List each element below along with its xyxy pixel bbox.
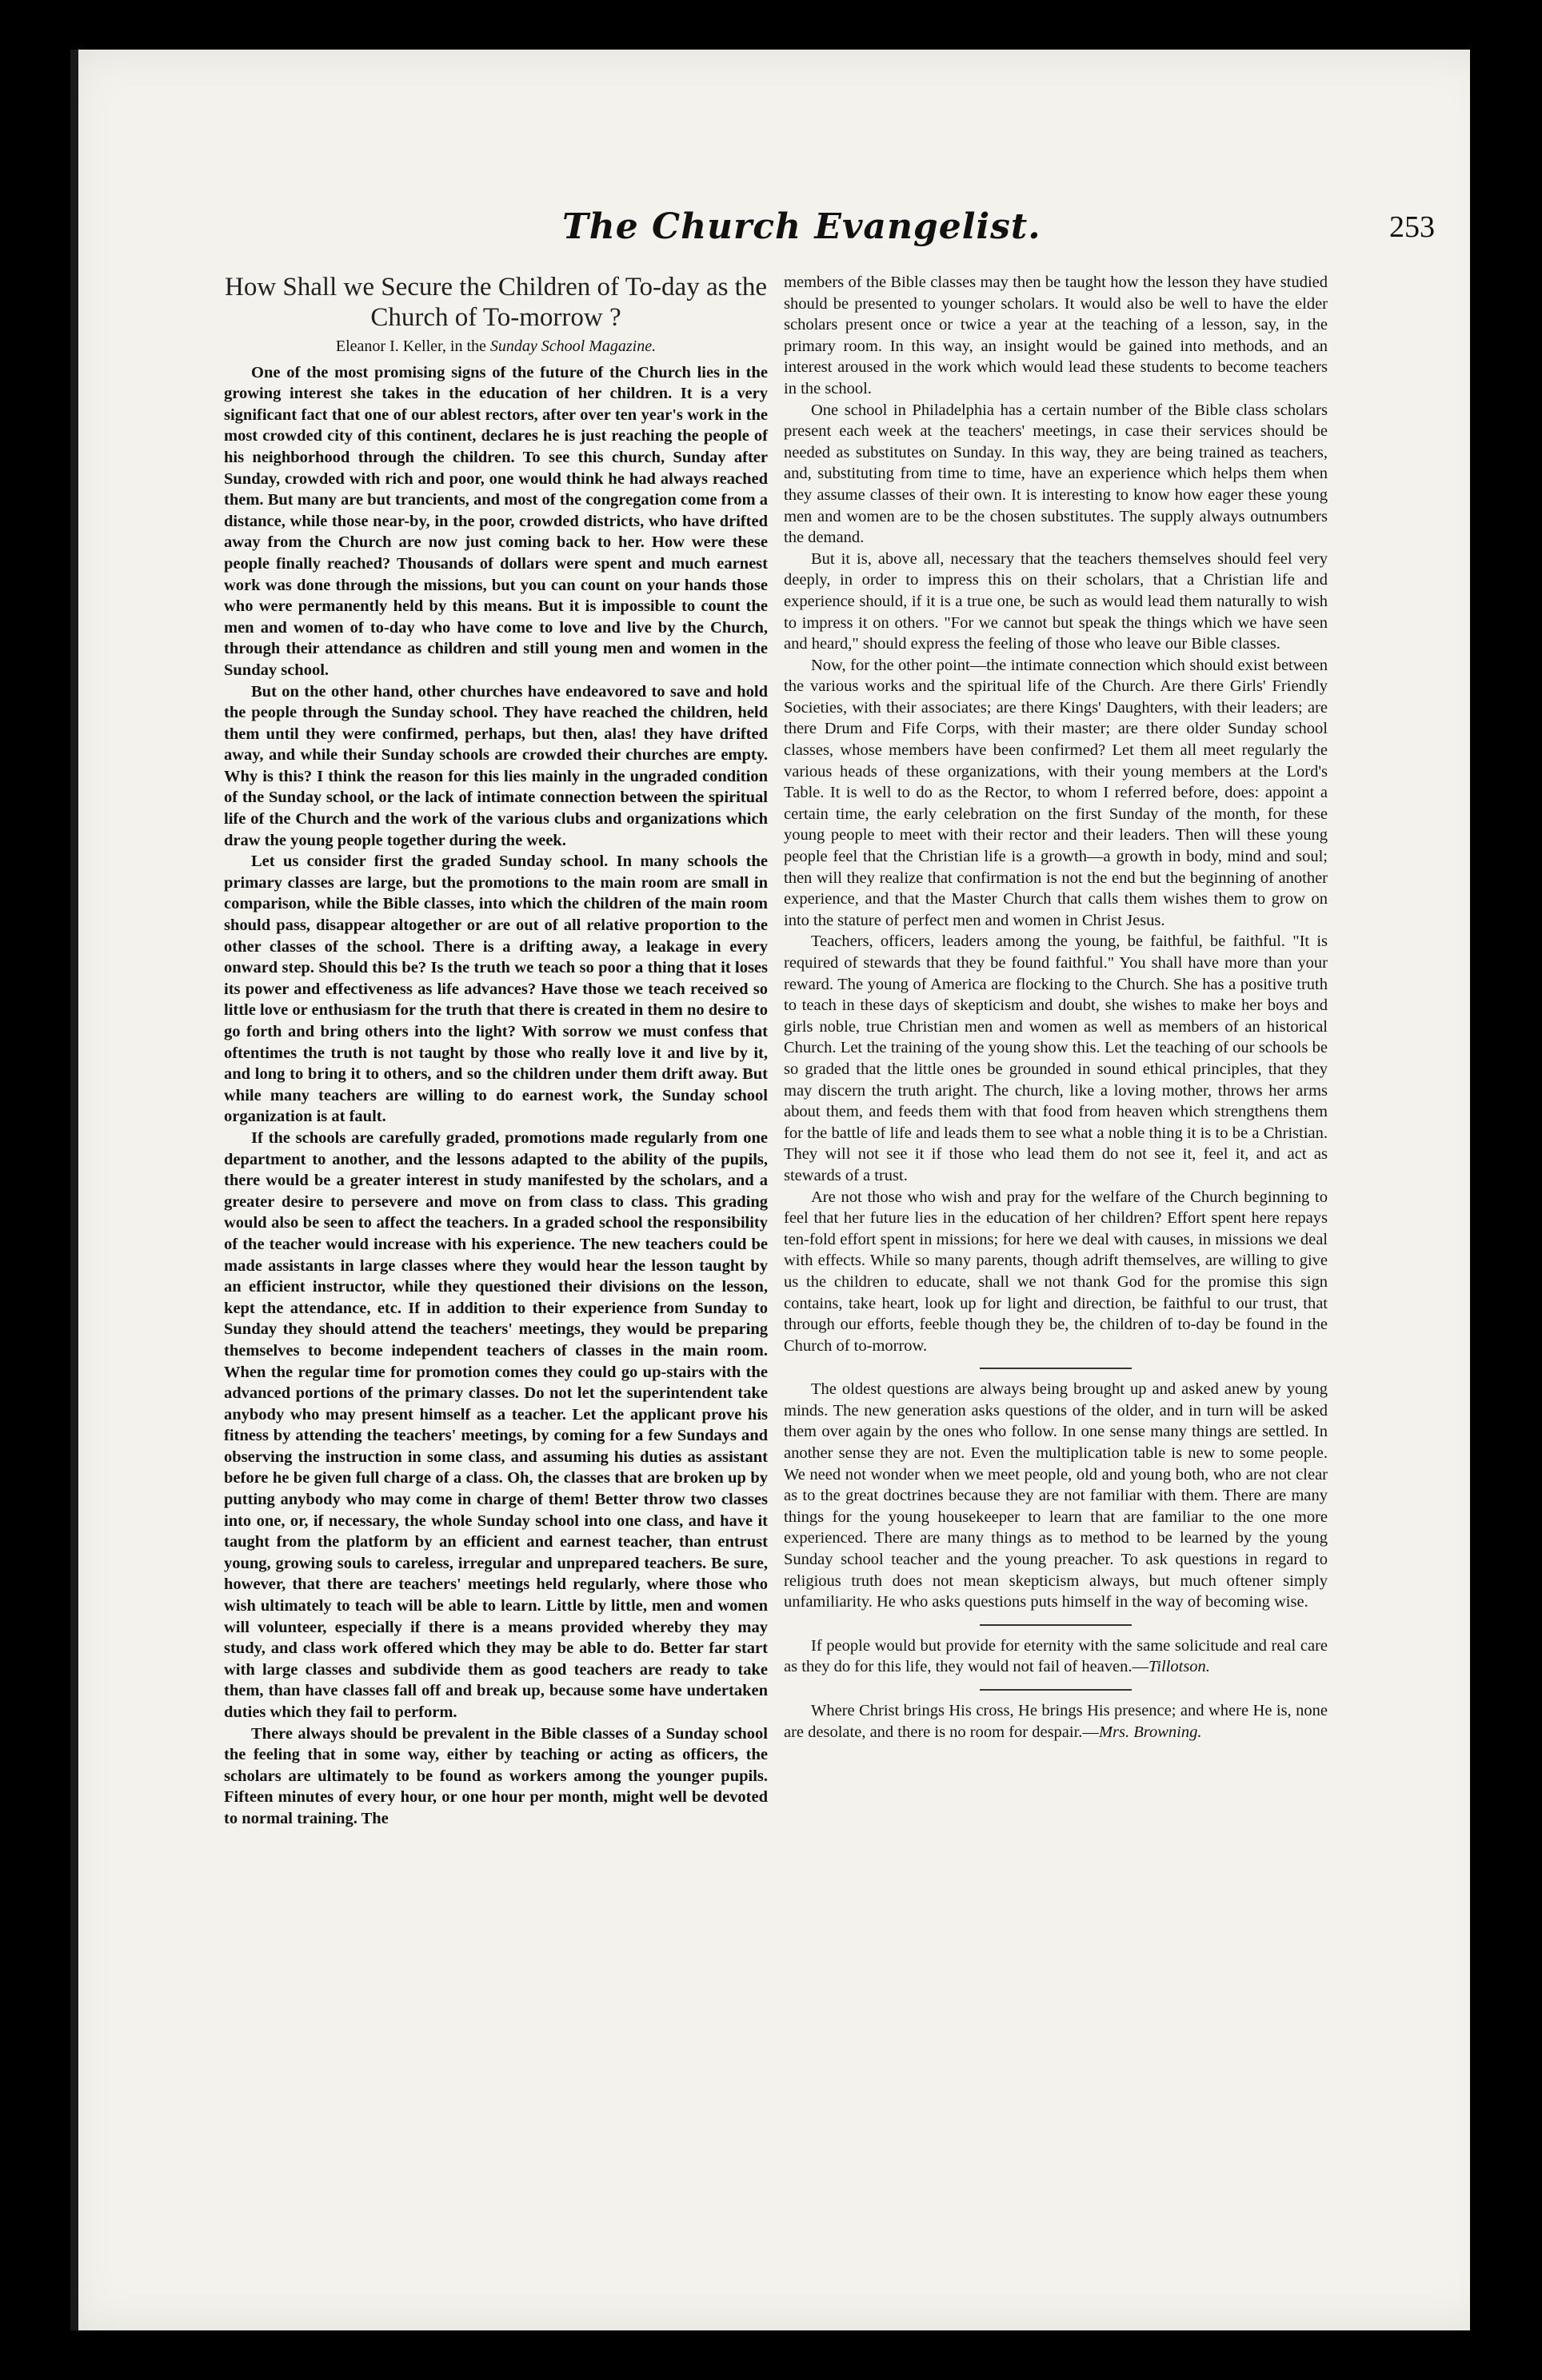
scan-margin: [1470, 0, 1542, 2380]
paragraph: Teachers, officers, leaders among the young, be faithful, be faithful. "It is required of stewards that they be found faithful." You shall have more than your reward. The young of America are flocking to the Church. She has a positive truth to teach in these days of skepticism and doubt, she wishes to make her boys and girls noble, true Christian men and women as well as members of an historical Church. Let the training of the young show this. Let the teaching of our schools be so graded that the little ones be grounded in sound ethical principles, that they may discern the truth aright. The church, like a loving mother, throws her arms about them, and feeds them with that food from heaven which strengthens them for the battle of life and leads them to see what a noble thing it is to be a Christian. They will not see it if those who lead them do not see it, feel it, and act as stewards of a trust.: [784, 932, 1328, 1184]
paragraph: members of the Bible classes may then be taught how the lesson they have studied should be presented to younger scholars. It would also be well to have the elder scholars present once or twice a year at the teaching of a lesson, say, in the primary room. In this way, an insight would be gained into methods, and an interest aroused in the work which would lead these students to become teachers in the school.: [784, 274, 1328, 397]
divider-rule: [980, 1689, 1132, 1691]
quote-text: If people would but provide for eternity with the same solicitude and real care as they do for this life, they would not fail of heaven.—: [784, 1636, 1328, 1676]
article-body-left: [224, 362, 768, 1830]
binding-edge: [70, 50, 78, 2330]
quote-attribution: Tillotson.: [1149, 1658, 1210, 1676]
left-column: [224, 272, 768, 1830]
paragraph: Let us consider first the graded Sunday school. In many schools the primary classes are large, but the promotions to the main room are small in comparison, while the Bible classes, into which the children of the main room should pass, disappear altogether or are out of all relative proportion to the other classes of the school. There is a drifting away, a leakage in every onward step. Should this be? Is the truth we teach so poor a thing that it loses its power and effectiveness as life advances? Have those we teach received so little love or enthusiasm for the truth that there is created in them no desire to go forth and bring others into the light? With sorrow we must confess that oftentimes the truth is not taught by those who really love it and live by it, and long to bring it to others, and so the children under them drift away. But while many teachers are willing to do earnest work, the Sunday school organization is at fault.: [224, 853, 768, 1126]
page-number: 253: [1389, 210, 1435, 244]
byline-prefix: in the: [449, 337, 486, 355]
paragraph: But on the other hand, other churches have endeavored to save and hold the people through the Sunday school. They have reached the children, held them until they were confirmed, perhaps, but then, alas! they have drifted away, and while their Sunday schools are crowded their churches are empty. Why is this? I think the reason for this lies mainly in the ungraded condition of the Sunday school, or the lack of intimate connection between the spiritual life of the Church and the work of the various clubs and organizations which draw the young people together during the week.: [224, 682, 768, 849]
paragraph: Now, for the other point—the intimate connection which should exist between the various works and the spiritual life of the Church. Are there Girls' Friendly Societies, with their associates; are there Kings' Daughters, with their leaders; are there Drum and Fife Corps, with their master; are there older Sunday school classes, whose members have been confirmed? Let them all meet regularly the various heads of these organizations, with their young members at the Lord's Table. It is well to do as the Rector, to whom I referred before, does: appoint a certain time, the early celebration on the first Sunday of the month, for these young people to meet with their rector and their leaders. Then will these young people feel that the Christian life is a growth—a growth in body, mind and soul; then will they realize that confirmation is not the end but the beginning of another experience, and that the Master Church that calls them wishes them to grow on into the stature of perfect men and women in Christ Jesus.: [784, 656, 1328, 929]
byline: [224, 336, 768, 357]
paragraph: The oldest questions are always being brought up and asked anew by young minds. The new generation asks questions of the older, and in turn will be asked them over again by the ones who follow. In one sense many things are settled. In another sense they are not. Even the multiplication table is new to some people. We need not wonder when we meet people, old and young both, who are not clear as to the great doctrines because they are not familiar with them. There are many things for the young housekeeper to learn that are familiar to the one more experienced. There are many things as to method to be learned by the young Sunday school teacher and the young preacher. To ask questions in regard to religious truth does not mean skepticism always, but much oftener simply unfamiliarity. He who asks questions puts himself in the way of becoming wise.: [784, 1380, 1328, 1611]
filler-browning: [784, 1700, 1328, 1743]
byline-author: Eleanor I. Keller,: [335, 337, 446, 355]
quote-text: Where Christ brings His cross, He brings His presence; and where He is, none are desolate, and there is no room for despair.—: [784, 1702, 1328, 1741]
paragraph: Are not those who wish and pray for the welfare of the Church beginning to feel that her future lies in the education of her children? Effort spent here repays ten-fold effort spent in missions; for here we deal with causes, in missions we deal with effects. While so many parents, though adrift themselves, are willing to give us the children to educate, shall we not thank God for the promise this sign contains, take heart, look up for light and direction, be faithful to our trust, that through our efforts, feeble though they be, the children of to-day be found in the Church of to-morrow.: [784, 1188, 1328, 1355]
divider-rule: [980, 1368, 1132, 1369]
paragraph: There always should be prevalent in the Bible classes of a Sunday school the feeling that in some way, either by teaching or acting as officers, the scholars are ultimately to be found as workers among the younger pupils. Fifteen minutes of every hour, or one hour per month, might well be devoted to normal training. The: [224, 1724, 768, 1827]
article-title: How Shall we Secure the Children of To-day as the Church of To-morrow ?: [225, 273, 767, 332]
paragraph: But it is, above all, necessary that the teachers themselves should feel very deeply, in order to impress this on their scholars, that a Christian life and experience should, if it is a true one, be such as would lead them naturally to wish to impress it on others. "For we cannot but speak the things which we have seen and heard," should express the feeling of those who leave our Bible classes.: [784, 549, 1328, 653]
article-body-right: [784, 272, 1328, 1356]
paragraph: If the schools are carefully graded, promotions made regularly from one department to another, and the lessons adapted to the ability of the pupils, there would be a greater interest in study manifested by the scholars, and a greater desire to persevere and move on from class to class. This grading would also be seen to affect the teachers. In a graded school the responsibility of the teacher would increase with his experience. The new teachers could be made assistants in large classes where they would hear the lesson taught by an efficient instructor, while they questioned their divisions on the lesson, kept the attendance, etc. If in addition to their experience from Sunday to Sunday they should attend the teachers' meetings, they would be preparing themselves to become independent teachers of classes in the main room. When the regular time for promotion comes they could go up-stairs with the advanced portions of the primary classes. Do not let the superintendent take anybody who may present himself as a teacher. Let the applicant prove his fitness by attending the teachers' meetings, by coming for a few Sundays and observing the instruction in some class, and assuming his duties as assistant before he be given full charge of a class. Oh, the classes that are broken up by putting anybody who may come in charge of them! Better throw two classes into one, or, if necessary, the whole Sunday school into one class, and have it taught from the platform by an efficient and earnest teacher, than entrust young, growing souls to careless, irregular and unprepared teachers. Be sure, however, that there are teachers' meetings held regularly, where those who wish ultimately to teach will be able to learn. Little by little, men and women will volunteer, especially if there is a means provided whereby they may study, and class work offered which they may be able to do. Better far start with large classes and subdivide them as good teachers are ready to take them, than have classes fall off and break up, because some have undertaken duties which they fail to perform.: [224, 1128, 768, 1721]
page-header: [70, 200, 1492, 256]
right-column: [784, 272, 1328, 1743]
paragraph: One school in Philadelphia has a certain number of the Bible class scholars present each week at the teachers' meetings, in case their services should be needed as substitutes on Sunday. In this way, they are being trained as teachers, and, substituting from time to time, have an experience which helps them when they assume classes of their own. It is interesting to know how eager these young men and women are to be the chosen substitutes. The supply always outnumbers the demand.: [784, 401, 1328, 547]
byline-source: Sunday School Magazine.: [489, 337, 657, 355]
paragraph: One of the most promising signs of the future of the Church lies in the growing interest she takes in the education of her children. It is a very significant fact that one of our ablest rectors, after over ten year's work in the most crowded city of this continent, declares he is just reaching the people of his neighborhood through the children. To see this church, Sunday after Sunday, crowded with rich and poor, one would think he had always reached them. But many are but trancients, and most of the congregation come from a distance, while those near-by, in the poor, crowded districts, who have drifted away from the Church are now just coming back to her. How were these people finally reached? Thousands of dollars were spent and much earnest work was done through the missions, but you can count on your hands those who were permanently held by this means. But it is impossible to count the men and women of to-day who have come to love and live by the Church, through their attendance as children and still young men and women in the Sunday school.: [224, 363, 768, 679]
filler-tillotson: [784, 1635, 1328, 1678]
filler-oldest-questions: [784, 1379, 1328, 1613]
divider-rule: [980, 1624, 1132, 1626]
running-title: The Church Evangelist.: [562, 206, 1041, 247]
quote-attribution: Mrs. Browning.: [1098, 1723, 1202, 1741]
